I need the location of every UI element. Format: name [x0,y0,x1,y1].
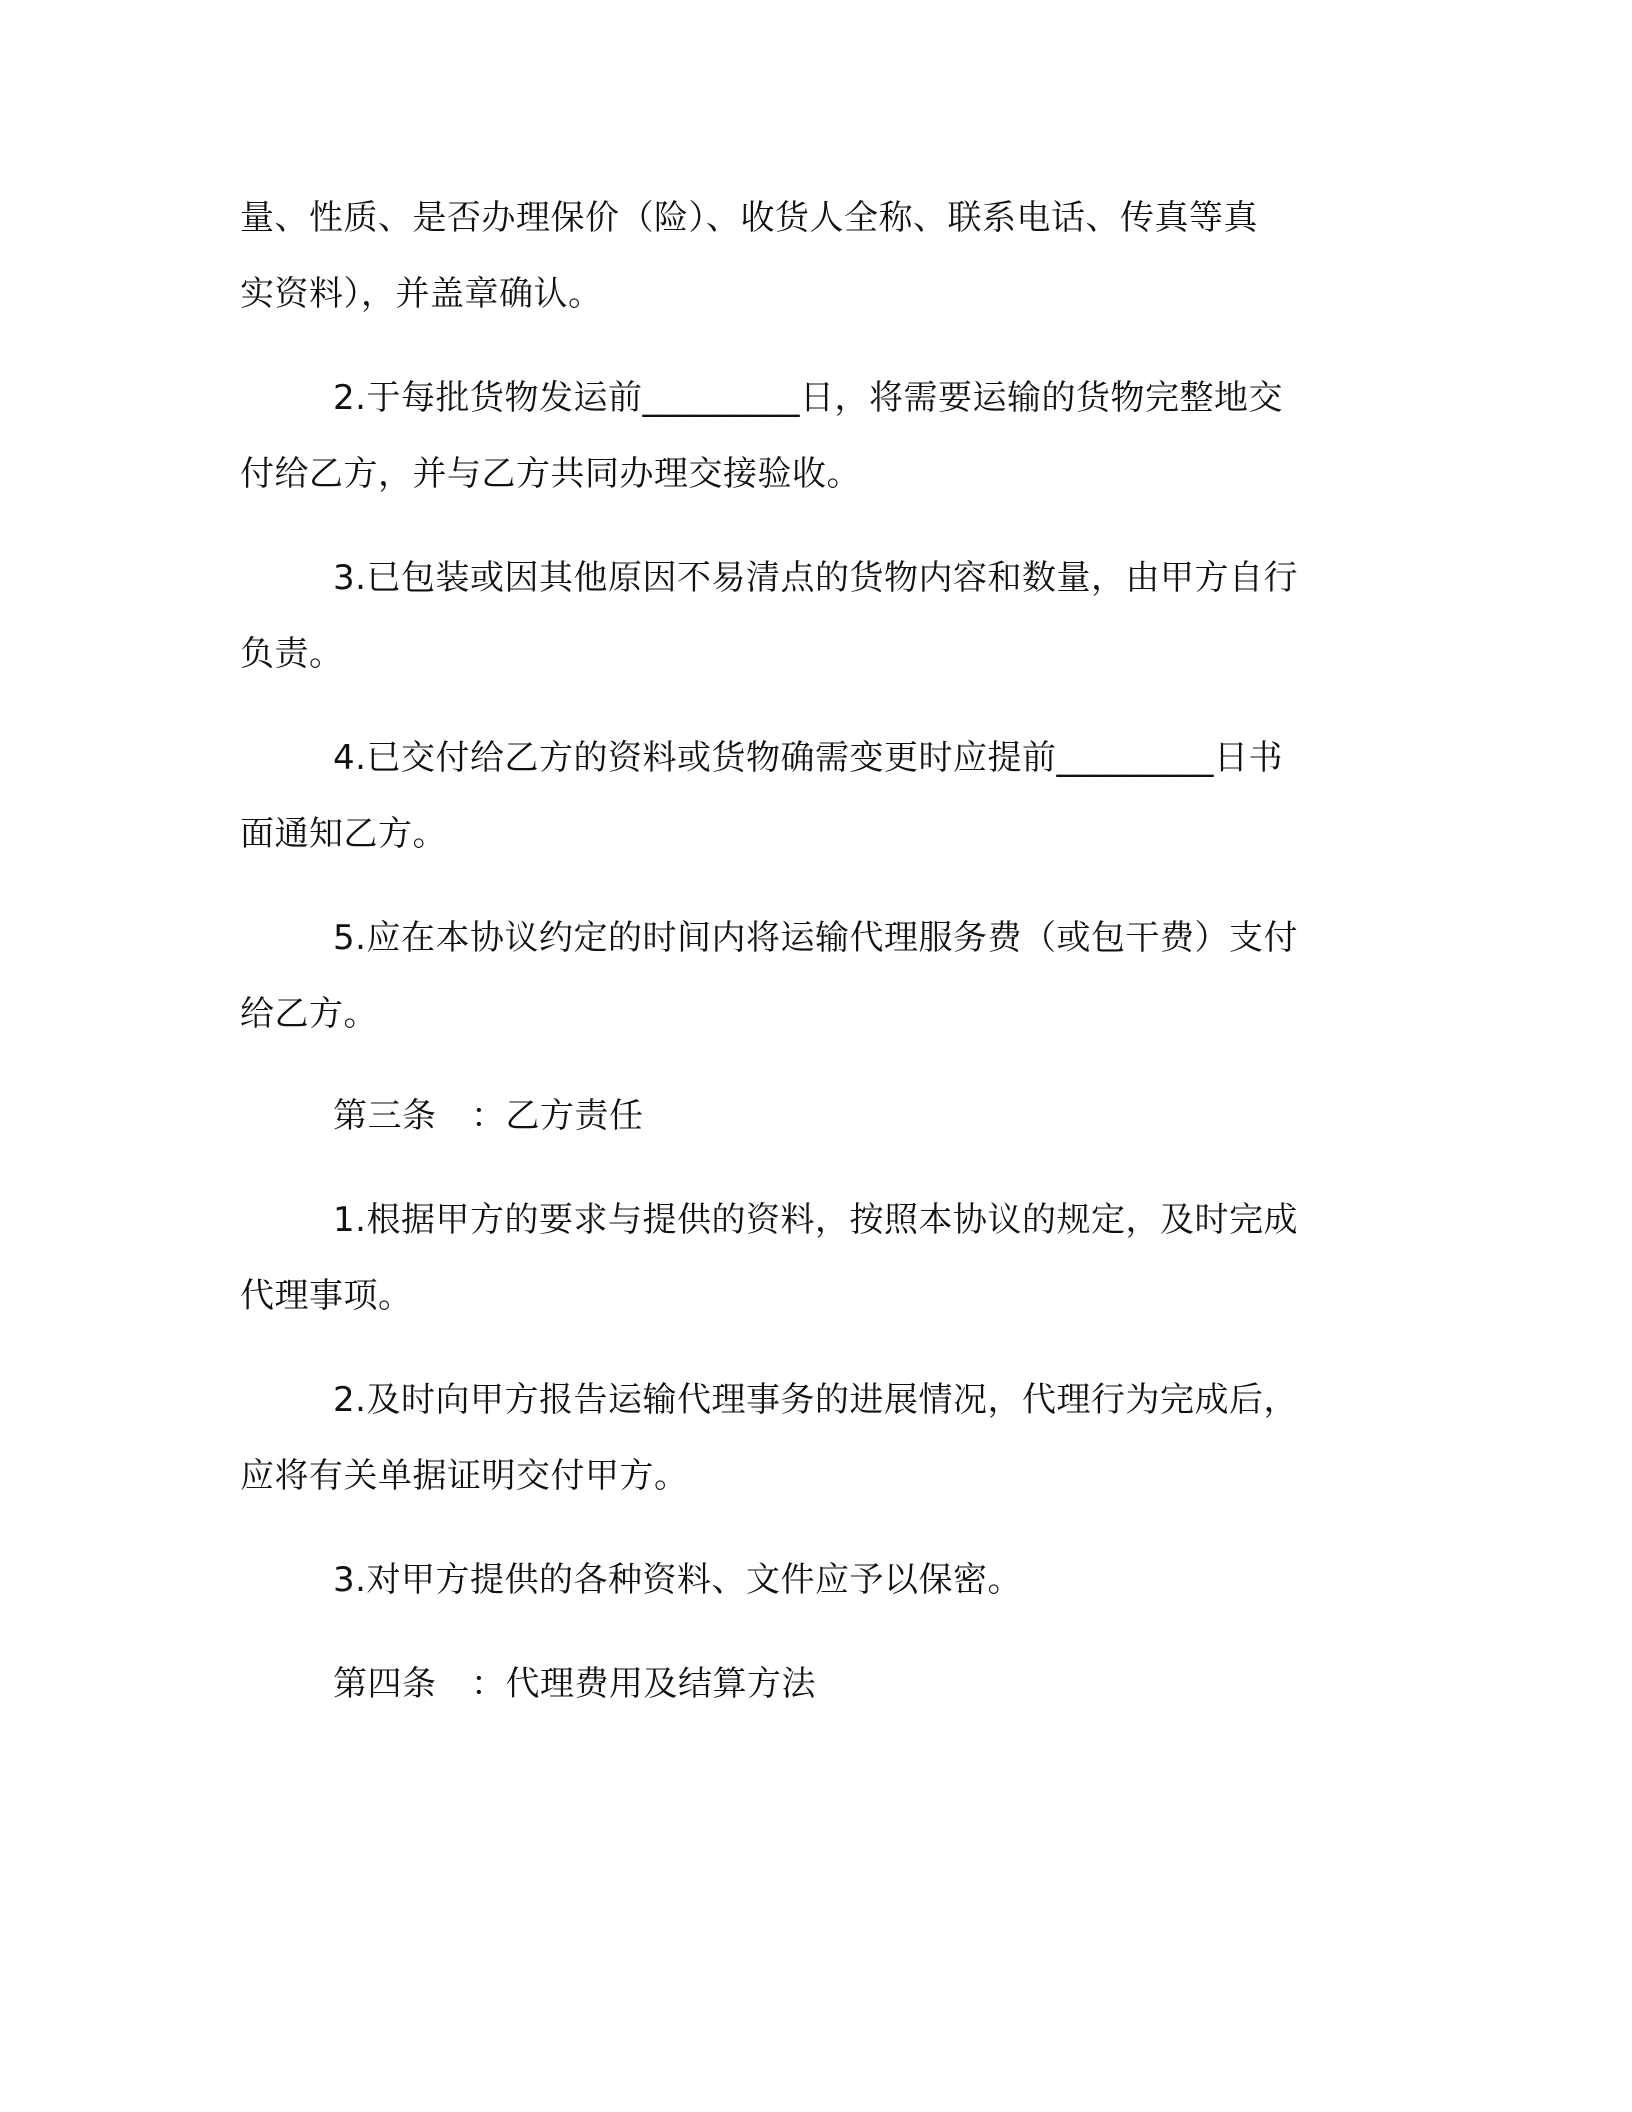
paragraph-line: 2.于每批货物发运前_________日，将需要运输的货物完整地交 [333,378,1283,418]
section-heading: 第三条 ：乙方责任 [333,1096,644,1136]
paragraph-line: 3.对甲方提供的各种资料、文件应予以保密。 [333,1560,1022,1600]
paragraph-line: 3.已包装或因其他原因不易清点的货物内容和数量，由甲方自行 [333,558,1298,598]
paragraph-line: 面通知乙方。 [240,814,447,854]
section-heading: 第四条 ：代理费用及结算方法 [333,1664,816,1704]
paragraph-line: 实资料），并盖章确认。 [240,274,603,314]
paragraph-line: 量、性质、是否办理保价（险）、收货人全称、联系电话、传真等真 [240,198,1258,238]
paragraph-line: 1.根据甲方的要求与提供的资料，按照本协议的规定，及时完成 [333,1200,1298,1240]
paragraph-line: 给乙方。 [240,994,378,1034]
paragraph-line: 4.已交付给乙方的资料或货物确需变更时应提前_________日书 [333,738,1283,778]
paragraph-line: 2.及时向甲方报告运输代理事务的进展情况，代理行为完成后， [333,1380,1298,1420]
paragraph-line: 负责。 [240,634,344,674]
paragraph-line: 付给乙方，并与乙方共同办理交接验收。 [240,454,861,494]
paragraph-line: 应将有关单据证明交付甲方。 [240,1456,689,1496]
paragraph-line: 代理事项。 [240,1276,413,1316]
paragraph-line: 5.应在本协议约定的时间内将运输代理服务费（或包干费）支付 [333,918,1298,958]
